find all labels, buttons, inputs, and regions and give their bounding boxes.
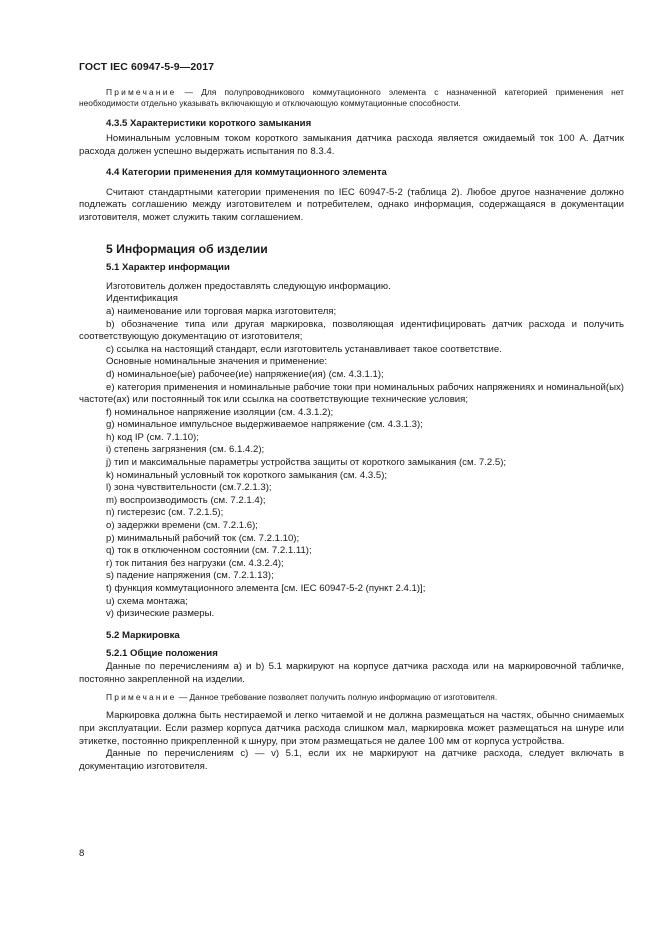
note-label: Примечание [106, 87, 177, 97]
list-item: g) номинальное импульсное выдерживаемое напряжение (см. 4.3.1.3); [106, 419, 423, 431]
paragraph: Идентификация [106, 293, 178, 305]
list-item: r) ток питания без нагрузки (см. 4.3.2.4); [106, 557, 284, 569]
note-text: — Данное требование позволяет получить полную информацию от изготовителя. [176, 692, 498, 703]
paragraph: Данные по перечислениям c) — v) 5.1, если их не маркируют на датчике расхода, следует включать в документацию изготовителя. [79, 748, 624, 772]
section-4-3-5-text: Номинальным условным током короткого замыкания датчика расхода является ожидаемый ток 100 А. Датчик расхода должен успешно выдержать испытания по 8.3.4. [79, 133, 624, 157]
list-item: k) номинальный условный ток короткого замыкания (см. 4.3.5); [106, 469, 388, 481]
list-item: f) номинальное напряжение изоляции (см. 4.3.1.2); [106, 406, 334, 418]
list-item: t) функция коммутационного элемента [см. IEC 60947-5-2 (пункт 2.4.1)]; [106, 583, 426, 594]
section-4-4-title: 4.4 Категории применения для коммутационного элемента [106, 167, 387, 179]
list-item: i) степень загрязнения (см. 6.1.4.2); [106, 444, 265, 456]
list-item: p) минимальный рабочий ток (см. 7.2.1.10); [106, 532, 300, 544]
section-4-3-5-title: 4.3.5 Характеристики короткого замыкания [106, 118, 312, 130]
list-item: q) ток в отключенном состоянии (см. 7.2.1.11); [106, 545, 312, 557]
page-number: 8 [79, 848, 85, 859]
note-paragraph [79, 692, 624, 703]
list-item: s) падение напряжения (см. 7.2.1.13); [106, 570, 274, 582]
note-label: Примечание [106, 692, 177, 703]
paragraph: Основные номинальные значения и применение: [106, 356, 328, 368]
paragraph: Маркировка должна быть нестираемой и легко читаемой и не должна размещаться на частях, обычно снимаемых при эксплуатации. Если размер корпуса датчика расхода слишком мал, маркировка может размещаться на шнуре или этикетке, постоянно прикрепленной к шнуру, при этом размещаться не далее 100 мм от корпуса устройства. [79, 710, 624, 747]
list-item: c) ссылка на настоящий стандарт, если изготовитель устанавливает такое соответствие. [106, 343, 502, 355]
list-item: e) категория применения и номинальные рабочие токи при номинальных рабочих напряжениях и номинальной(ых) частоте(ах) или постоянный ток или ссылка на соответствующие технические условия; [79, 381, 624, 406]
document-header: ГОСТ IEC 60947-5-9—2017 [79, 61, 215, 73]
list-item: v) физические размеры. [106, 608, 215, 620]
document-body [79, 87, 624, 773]
list-item: h) код IP (см. 7.1.10); [106, 431, 199, 443]
note-text: — Для полупроводникового коммутационного элемента с назначенной категорией применения нет необходимости отдельно указывать включающую и отключающую коммутационные способности. [79, 87, 624, 109]
list-item: l) зона чувствительности (см.7.2.1.3); [106, 482, 272, 494]
section-4-4-text: Считают стандартными категории применения по IEC 60947-5-2 (таблица 2). Любое другое назначение должно подлежать соглашению между изготовителем и потребителем, однако информация, содержащаяся в документации изготовителя, может служить таким соглашением. [79, 186, 624, 223]
list-item: j) тип и максимальные параметры устройства защиты от короткого замыкания (см. 7.2.5); [106, 457, 507, 469]
list-item: m) воспроизводимость (см. 7.2.1.4); [106, 494, 266, 506]
paragraph: Изготовитель должен предоставлять следующую информацию. [106, 280, 391, 292]
list-item: n) гистерезис (см. 7.2.1.5); [106, 507, 224, 519]
section-5-title: 5 Информация об изделии [106, 241, 268, 256]
section-5-1-title: 5.1 Характер информации [106, 262, 230, 274]
list-item: a) наименование или торговая марка изготовителя; [106, 305, 337, 317]
list-item: u) схема монтажа; [106, 595, 188, 607]
paragraph: Данные по перечислениям a) и b) 5.1 маркируют на корпусе датчика расхода или на маркировочной табличке, постоянно закрепленной на изделии. [79, 660, 624, 685]
list-item: d) номинальное(ые) рабочее(ие) напряжение(ия) (см. 4.3.1.1); [106, 368, 384, 380]
note-paragraph [79, 87, 624, 109]
list-item: b) обозначение типа или другая маркировка, позволяющая идентифицировать датчик расхода и получить соответствующую документацию от изготовителя; [79, 318, 624, 343]
section-5-2-title: 5.2 Маркировка [106, 629, 180, 641]
list-item: o) задержки времени (см. 7.2.1.6); [106, 520, 258, 532]
section-5-2-1-title: 5.2.1 Общие положения [106, 648, 218, 660]
